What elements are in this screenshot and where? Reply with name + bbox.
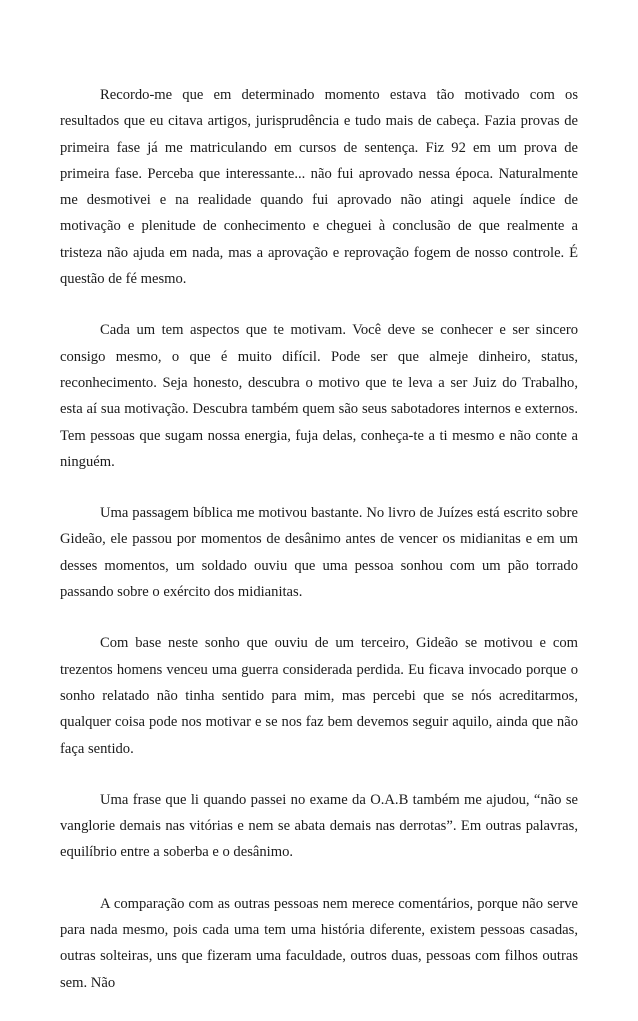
paragraph: Uma frase que li quando passei no exame da O.A.B também me ajudou, “não se vanglorie demais nas vitórias e nem se abata demais nas derrotas”. Em outras palavras, equilíbrio entre a soberba e o desânimo. <box>60 791 578 861</box>
paragraph: Cada um tem aspectos que te motivam. Você deve se conhecer e ser sincero consigo mesmo, o que é muito difícil. Pode ser que almeje dinheiro, status, reconhecimento. Seja honesto, descubra o motivo que te leva a ser Juiz do Trabalho, esta aí sua motivação. Descubra também quem são seus sabotadores internos e externos. Tem pessoas que sugam nossa energia, fuja delas, conheça-te a ti mesmo e não conte a ninguém. <box>60 322 578 470</box>
paragraph: Com base neste sonho que ouviu de um terceiro, Gideão se motivou e com trezentos homens venceu uma guerra considerada perdida. Eu ficava invocado porque o sonho relatado não tinha sentido para mim, mas percebi que se nós acreditarmos, qualquer coisa pode nos motivar e se nos faz bem devemos seguir aquilo, ainda que não faça sentido. <box>60 635 578 757</box>
paragraph: Recordo-me que em determinado momento estava tão motivado com os resultados que eu citava artigos, jurisprudência e tudo mais de cabeça. Fazia provas de primeira fase já me matriculando em cursos de sentença. Fiz 92 em um prova de primeira fase. Perceba que interessante... não fui aprovado nessa época. Naturalmente me desmotivei e na realidade quando fui aprovado não atingi aquele índice de motivação e plenitude de conhecimento e cheguei à conclusão de que realmente a tristeza não ajuda em nada, mas a aprovação e reprovação fogem de nosso controle. É questão de fé mesmo. <box>60 87 578 288</box>
document-body <box>60 82 578 1021</box>
paragraph: Uma passagem bíblica me motivou bastante. No livro de Juízes está escrito sobre Gideão, ele passou por momentos de desânimo antes de vencer os midianitas e em um desses momentos, um soldado ouviu que uma pessoa sonhou com um pão torrado passando sobre o exército dos midianitas. <box>60 505 578 601</box>
paragraph: A comparação com as outras pessoas nem merece comentários, porque não serve para nada mesmo, pois cada uma tem uma história diferente, existem pessoas casadas, outras solteiras, uns que fizeram uma faculdade, outros duas, pessoas com filhos outras sem. Não <box>60 895 578 991</box>
